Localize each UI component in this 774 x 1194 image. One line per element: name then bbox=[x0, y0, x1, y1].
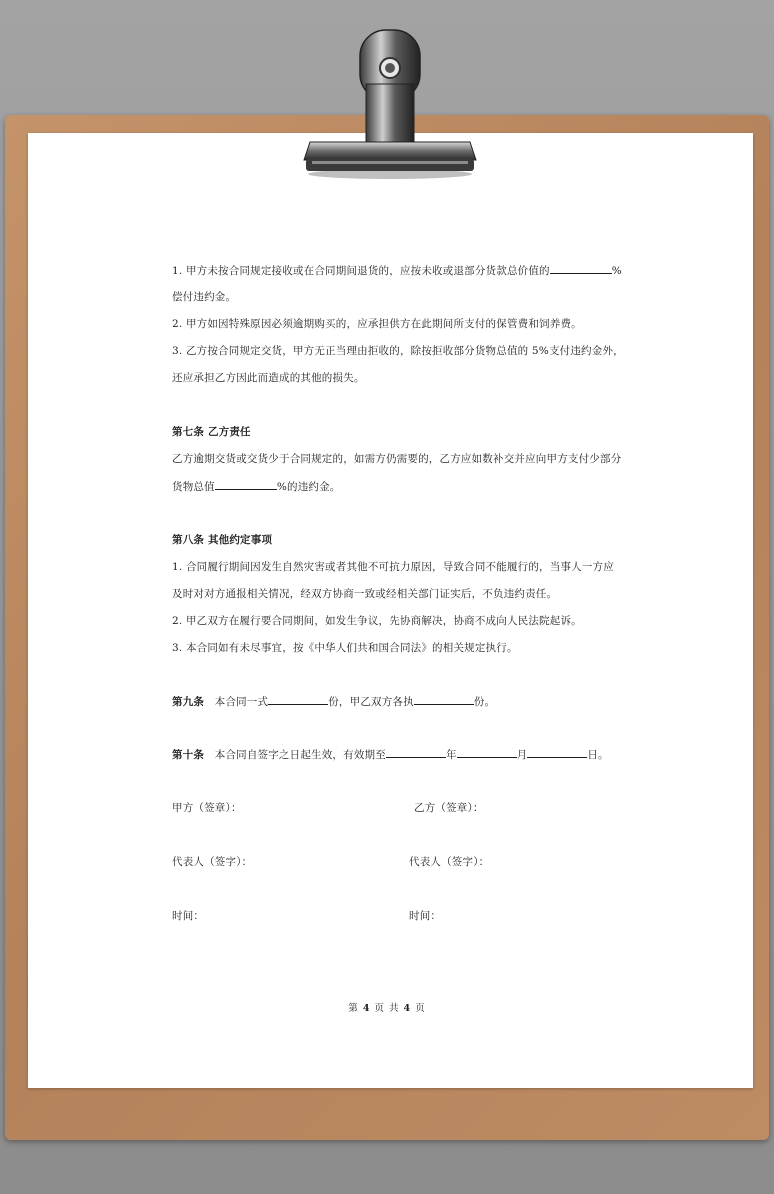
day-label: 日。 bbox=[587, 749, 609, 761]
section8-item1: 1. 合同履行期间因发生自然灾害或者其他不可抗力原因，导致合同不能履行的，当事人一方应 bbox=[172, 561, 614, 573]
section7-line2-text: 货物总值 bbox=[172, 481, 215, 493]
section10-text: 本合同自签字之日起生效，有效期至 bbox=[214, 749, 386, 761]
blank-line bbox=[550, 262, 612, 274]
party-a-seal: 甲方（签章）： bbox=[172, 802, 242, 814]
party-b-representative: 代表人（签字）： bbox=[409, 856, 490, 868]
blank-line bbox=[215, 478, 277, 490]
section7-line2-suffix: %的违约金。 bbox=[276, 481, 341, 493]
section10 bbox=[172, 746, 609, 763]
total-pages: 4 bbox=[403, 1003, 412, 1014]
section6-item3: 3. 乙方按合同规定交货，甲方无正当理由拒收的，除按拒收部分货物总值的 5%支付违约金外， bbox=[172, 345, 624, 357]
blank-line bbox=[386, 746, 446, 758]
current-page: 4 bbox=[362, 1003, 371, 1014]
section7-heading: 第七条 乙方责任 bbox=[172, 426, 251, 438]
blank-line bbox=[268, 693, 328, 705]
section9-text-end: 份。 bbox=[473, 696, 496, 708]
page-middle: 页 共 bbox=[374, 1003, 400, 1014]
section9-text: 本合同一式 bbox=[214, 696, 269, 708]
blank-line bbox=[527, 746, 587, 758]
section8-item2: 2. 甲乙双方在履行要合同期间，如发生争议，先协商解决，协商不成向人民法院起诉。 bbox=[172, 615, 582, 627]
section9-text-mid: 份，甲乙双方各执 bbox=[328, 696, 414, 708]
year-label: 年 bbox=[445, 749, 457, 761]
party-b-time: 时间： bbox=[409, 910, 442, 922]
section6-item1-cont: 偿付违约金。 bbox=[172, 291, 237, 303]
section8-item3: 3. 本合同如有未尽事宜，按《中华人们共和国合同法》的相关规定执行。 bbox=[172, 642, 518, 654]
party-b-seal: 乙方（签章）： bbox=[414, 802, 484, 814]
section6-item1 bbox=[172, 262, 622, 279]
blank-line bbox=[414, 693, 474, 705]
section7-line2 bbox=[172, 478, 341, 495]
page-suffix: 页 bbox=[415, 1003, 426, 1014]
party-a-time: 时间： bbox=[172, 910, 205, 922]
section7-line1: 乙方逾期交货或交货少于合同规定的，如需方仍需要的，乙方应如数补交并应向甲方支付少部分 bbox=[172, 453, 622, 465]
page-number bbox=[0, 1000, 774, 1014]
section9-label: 第九条 bbox=[172, 696, 205, 708]
percent-sign: % bbox=[611, 265, 622, 277]
section10-label: 第十条 bbox=[172, 749, 205, 761]
section8-heading: 第八条 其他约定事项 bbox=[172, 534, 273, 546]
binder-clip-icon bbox=[300, 22, 480, 180]
section6-item2: 2. 甲方如因特殊原因必须逾期购买的，应承担供方在此期间所支付的保管费和饲养费。 bbox=[172, 318, 582, 330]
section8-item1-cont: 及时对对方通报相关情况，经双方协商一致或经相关部门证实后，不负违约责任。 bbox=[172, 588, 558, 600]
section9 bbox=[172, 693, 495, 710]
blank-line bbox=[457, 746, 517, 758]
section6-item1-text: 1. 甲方未按合同规定接收或在合同期间退货的，应按未收或退部分货款总价值的 bbox=[172, 265, 550, 277]
month-label: 月 bbox=[516, 749, 528, 761]
section6-item3-cont: 还应承担乙方因此而造成的其他的损失。 bbox=[172, 372, 365, 384]
page-prefix: 第 bbox=[348, 1003, 359, 1014]
party-a-representative: 代表人（签字）： bbox=[172, 856, 253, 868]
